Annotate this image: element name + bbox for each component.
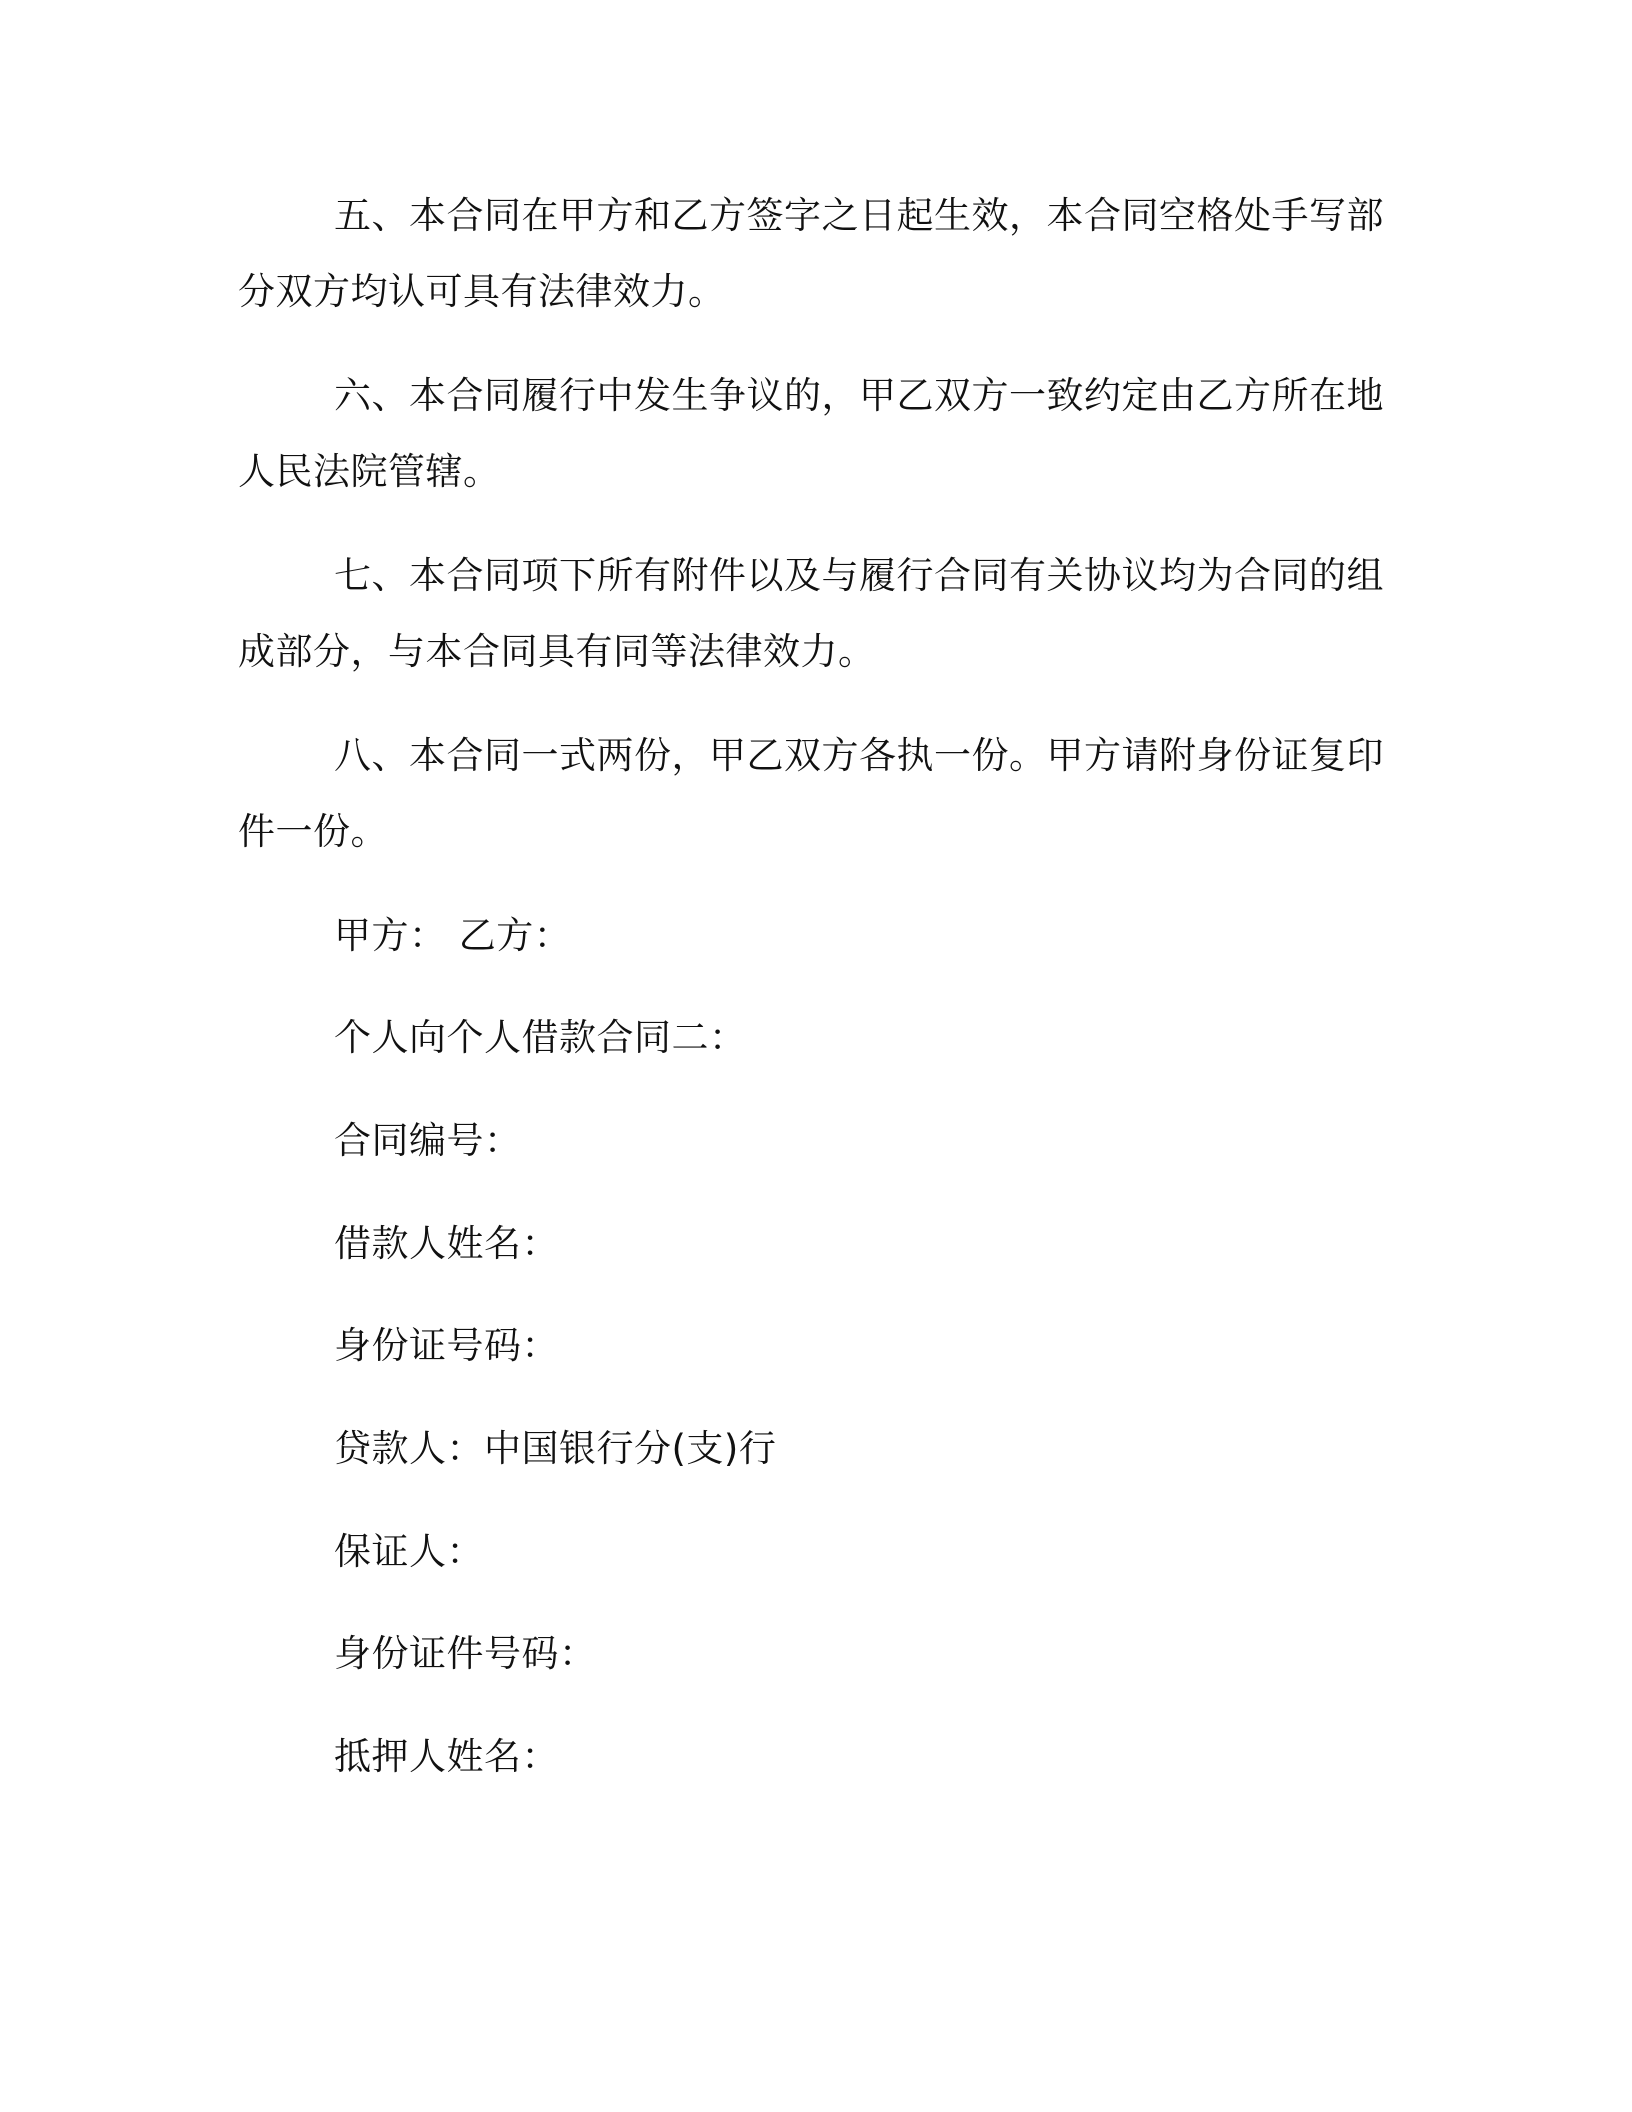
clause-6: 六、本合同履行中发生争议的，甲乙双方一致约定由乙方所在地人民法院管辖。 — [238, 374, 1384, 493]
clause-7: 七、本合同项下所有附件以及与履行合同有关协议均为合同的组成部分，与本合同具有同等法律效力。 — [238, 554, 1384, 673]
field-contract-number: 合同编号： — [334, 1119, 522, 1162]
field-guarantor: 保证人： — [334, 1530, 484, 1573]
field-guarantor-id-number: 身份证件号码： — [334, 1632, 597, 1675]
clause-5: 五、本合同在甲方和乙方签字之日起生效，本合同空格处手写部分双方均认可具有法律效力。 — [238, 194, 1384, 313]
parties-signature-line: 甲方： 乙方： — [334, 914, 572, 957]
field-lender: 贷款人：中国银行分(支)行 — [334, 1427, 777, 1470]
field-id-number: 身份证号码： — [334, 1324, 559, 1367]
clause-8: 八、本合同一式两份，甲乙双方各执一份。甲方请附身份证复印件一份。 — [238, 734, 1384, 853]
field-mortgagor-name: 抵押人姓名： — [334, 1735, 559, 1778]
field-borrower-name: 借款人姓名： — [334, 1222, 559, 1265]
contract-two-title: 个人向个人借款合同二： — [334, 1016, 747, 1059]
